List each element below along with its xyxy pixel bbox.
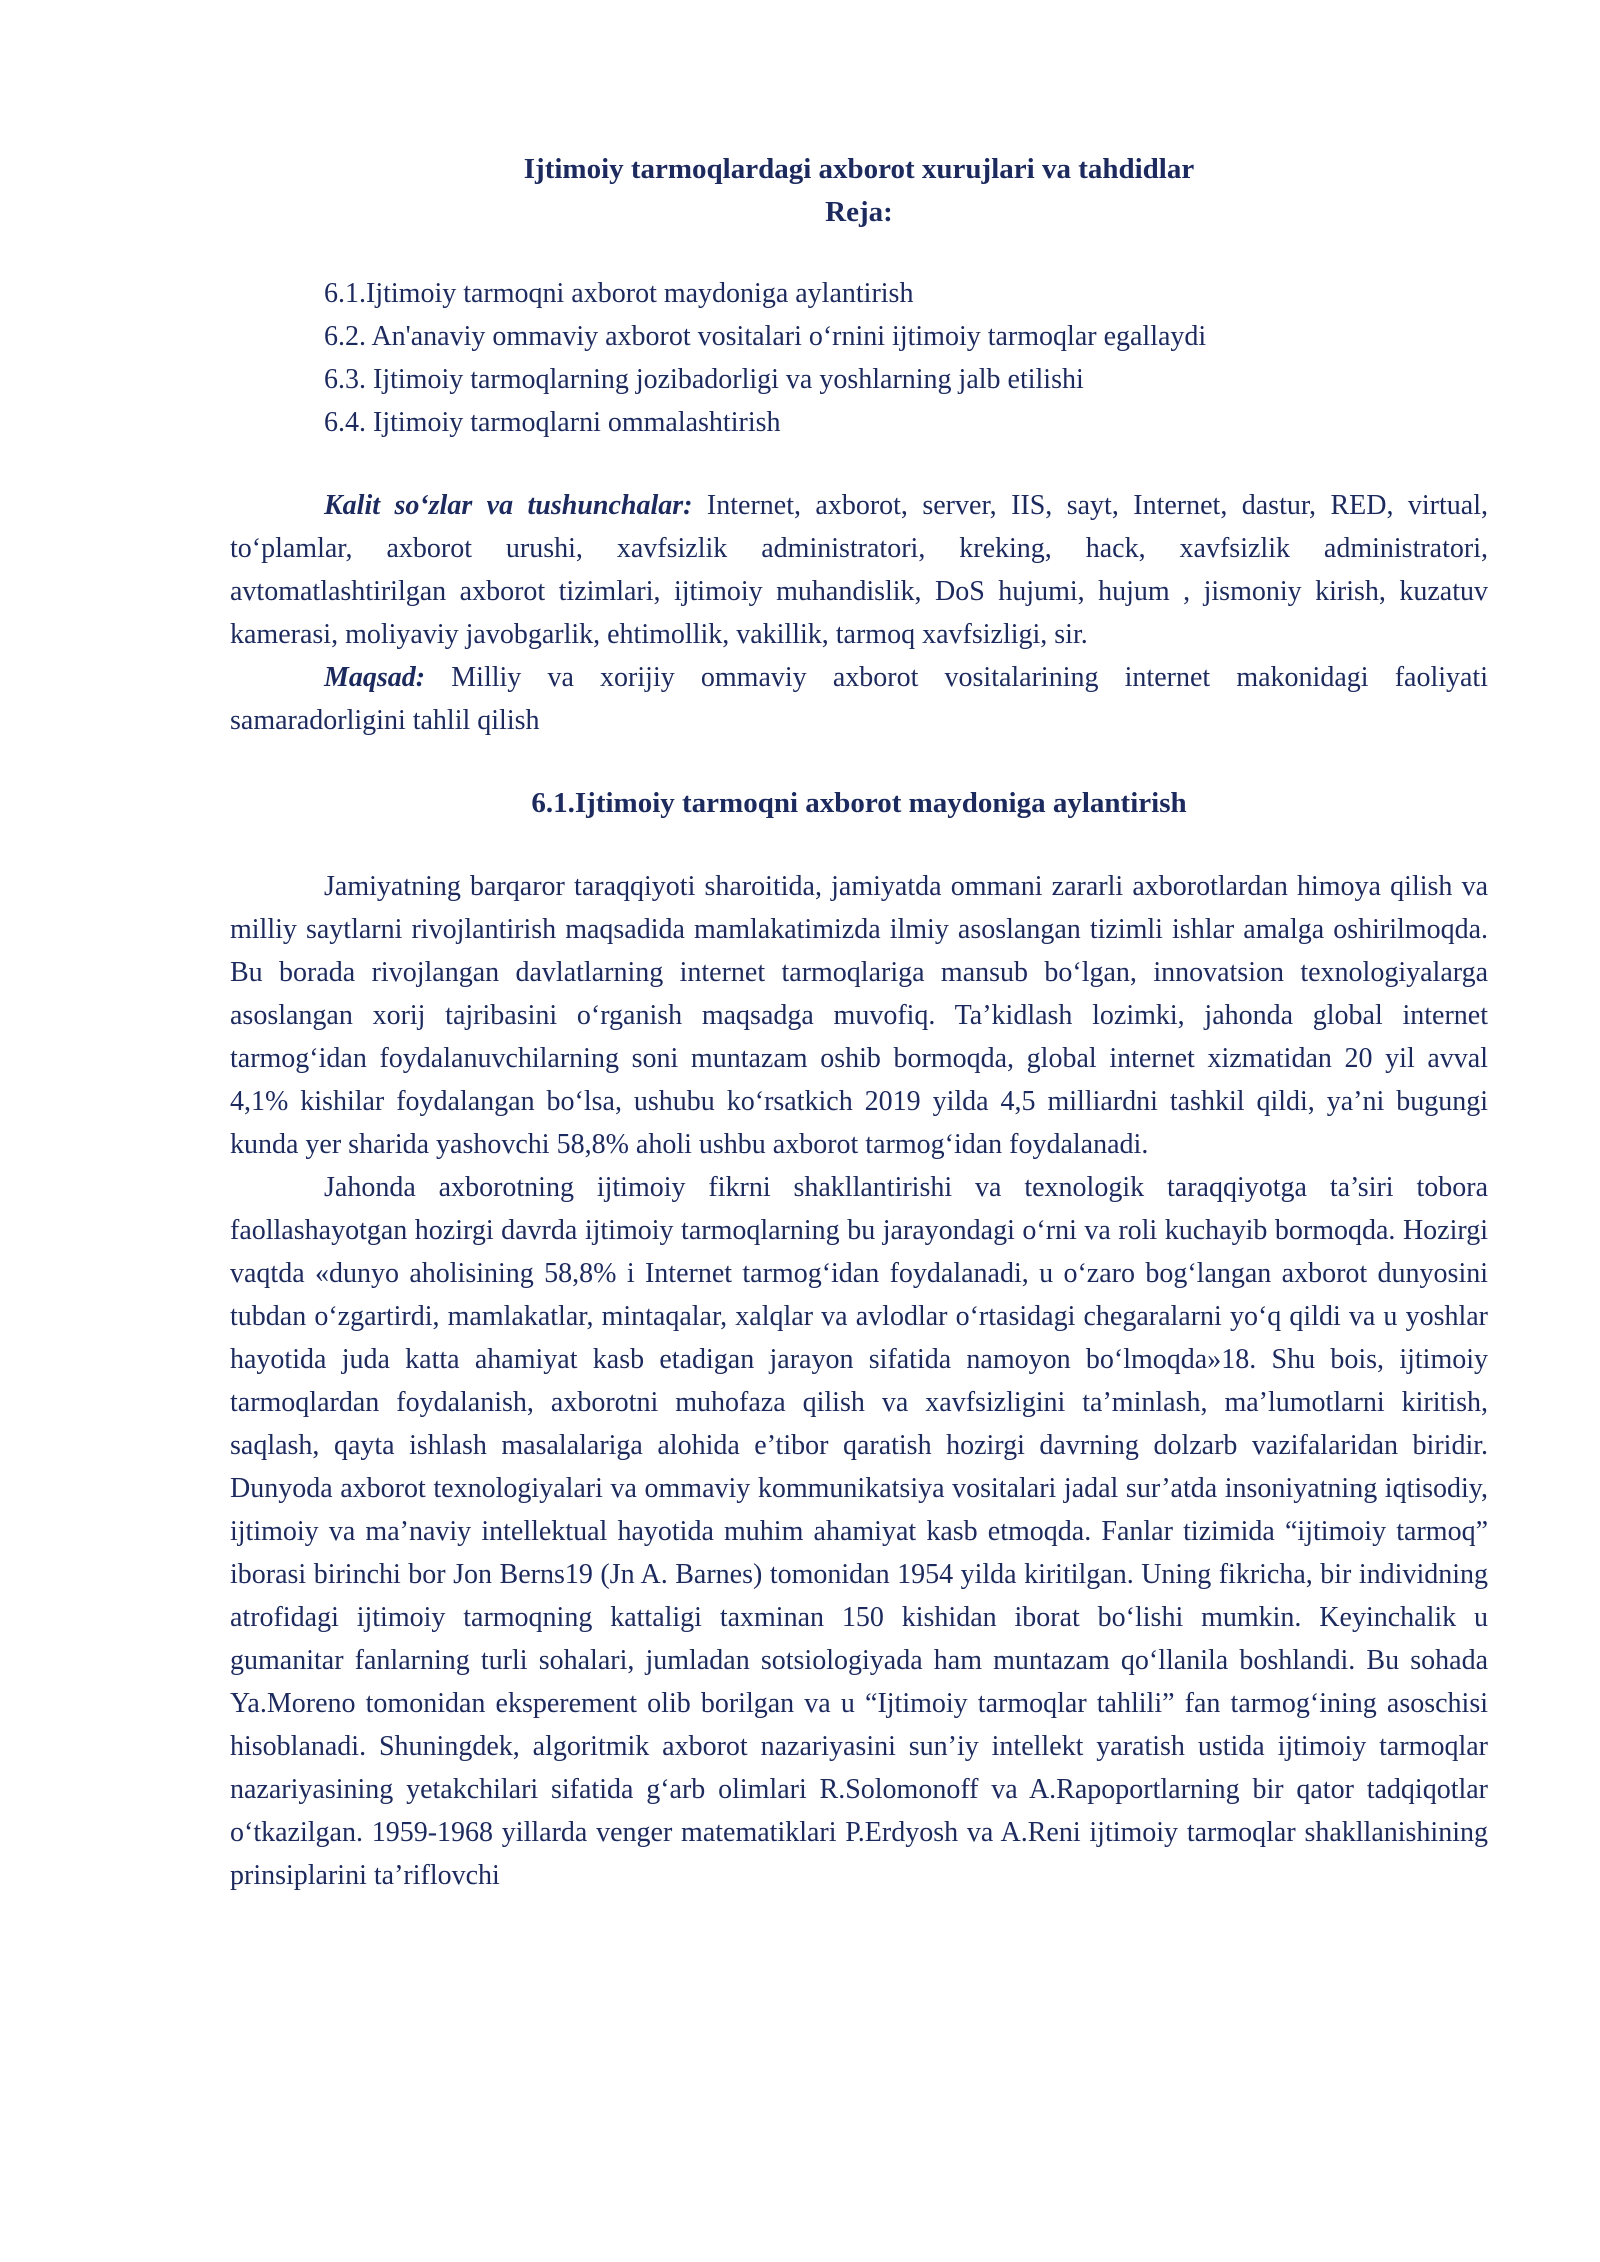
section-heading: 6.1.Ijtimoiy tarmoqni axborot maydoniga aylantirish xyxy=(531,787,1187,819)
plan-item: 6.3. Ijtimoiy tarmoqlarning jozibadorligi va yoshlarning jalb etilishi xyxy=(324,364,1084,395)
document-title: Ijtimoiy tarmoqlardagi axborot xurujlari va tahdidlar xyxy=(523,153,1195,185)
goal-paragraph xyxy=(230,656,1488,742)
plan-item: 6.1.Ijtimoiy tarmoqni axborot maydoniga aylantirish xyxy=(324,278,914,309)
body-paragraph: Jahonda axborotning ijtimoiy fikrni shakllantirishi va texnologik taraqqiyotga ta’siri tobora faollashayotgan hozirgi davrda ijtimoiy tarmoqlarning bu jarayondagi o‘rni va roli kuchayib bormoqda. Hozirgi vaqtda «dunyo aholisining 58,8% i Internet tarmog‘idan foydalanadi, u o‘zaro bog‘langan axborot dunyosini tubdan o‘zgartirdi, mamlakatlar, mintaqalar, xalqlar va avlodlar o‘rtasidagi chegaralarni yo‘q qildi va u yoshlar hayotida juda katta ahamiyat kasb etadigan jarayon sifatida namoyon bo‘lmoqda»18. Shu bois, ijtimoiy tarmoqlardan foydalanish, axborotni muhofaza qilish va xavfsizligini ta’minlash, ma’lumotlarni kiritish, saqlash, qayta ishlash masalalariga alohida e’tibor qaratish hozirgi davrning dolzarb vazifalaridan biridir. Dunyoda axborot texnologiyalari va ommaviy kommunikatsiya vositalari jadal sur’atda insoniyatning iqtisodiy, ijtimoiy va ma’naviy intellektual hayotida muhim ahamiyat kasb etmoqda. Fanlar tizimida “ijtimoiy tarmoq” iborasi birinchi bor Jon Berns19 (Jn A. Barnes) tomonidan 1954 yilda kiritilgan. Uning fikricha, bir individning atrofidagi ijtimoiy tarmoqning kattaligi taxminan 150 kishidan iborat bo‘lishi mumkin. Keyinchalik u gumanitar fanlarning turli sohalari, jumladan sotsiologiyada ham muntazam qo‘llanila boshlandi. Bu sohada Ya.Moreno tomonidan eksperement olib borilgan va u “Ijtimoiy tarmoqlar tahlili” fan tarmog‘ining asoschisi hisoblanadi. Shuningdek, algoritmik axborot nazariyasini sun’iy intellekt yaratish ustida ijtimoiy tarmoqlar nazariyasining yetakchilari sifatida g‘arb olimlari R.Solomonoff va A.Rapoportlarning bir qator tadqiqotlar o‘tkazilgan. 1959-1968 yillarda venger matematiklari P.Erdyosh va A.Reni ijtimoiy tarmoqlar shakllanishining prinsiplarini ta’riflovchi xyxy=(230,1172,1488,1891)
plan-item: 6.2. An'anaviy ommaviy axborot vositalari o‘rnini ijtimoiy tarmoqlar egallaydi xyxy=(324,321,1207,352)
goal-label: Maqsad: xyxy=(324,662,426,693)
document-page xyxy=(230,148,1488,1897)
plan-item: 6.4. Ijtimoiy tarmoqlarni ommalashtirish xyxy=(324,407,781,438)
goal-text: Milliy va xorijiy ommaviy axborot vositalarining internet makonidagi faoliyati samaradorligini tahlil qilish xyxy=(230,662,1488,736)
keywords-paragraph xyxy=(230,484,1488,656)
body-paragraph: Jamiyatning barqaror taraqqiyoti sharoitida, jamiyatda ommani zararli axborotlardan himoya qilish va milliy saytlarni rivojlantirish maqsadida mamlakatimizda ilmiy asoslangan tizimli ishlar amalga oshirilmoqda. Bu borada rivojlangan davlatlarning internet tarmoqlariga mansub bo‘lgan, innovatsion texnologiyalarga asoslangan xorij tajribasini o‘rganish maqsadga muvofiq. Ta’kidlash lozimki, jahonda global internet tarmog‘idan foydalanuvchilarning soni muntazam oshib bormoqda, global internet xizmatidan 20 yil avval 4,1% kishilar foydalangan bo‘lsa, ushubu ko‘rsatkich 2019 yilda 4,5 milliardni tashkil qildi, ya’ni bugungi kunda yer sharida yashovchi 58,8% aholi ushbu axborot tarmog‘idan foydalanadi. xyxy=(230,871,1488,1160)
keywords-label: Kalit so‘zlar va tushunchalar: xyxy=(324,490,693,521)
keywords-text: Internet, axborot, server, IIS, sayt, Internet, dastur, RED, virtual, to‘plamlar, axborot urushi, xavfsizlik administratori, kreking, hack, xavfsizlik administratori, avtomatlashtirilgan axborot tizimlari, ijtimoiy muhandislik, DoS hujumi, hujum , jismoniy kirish, kuzatuv kamerasi, moliyaviy javobgarlik, ehtimollik, vakillik, tarmoq xavfsizligi, sir. xyxy=(230,490,1488,650)
plan-list xyxy=(230,272,1488,444)
plan-heading: Reja: xyxy=(825,196,893,228)
